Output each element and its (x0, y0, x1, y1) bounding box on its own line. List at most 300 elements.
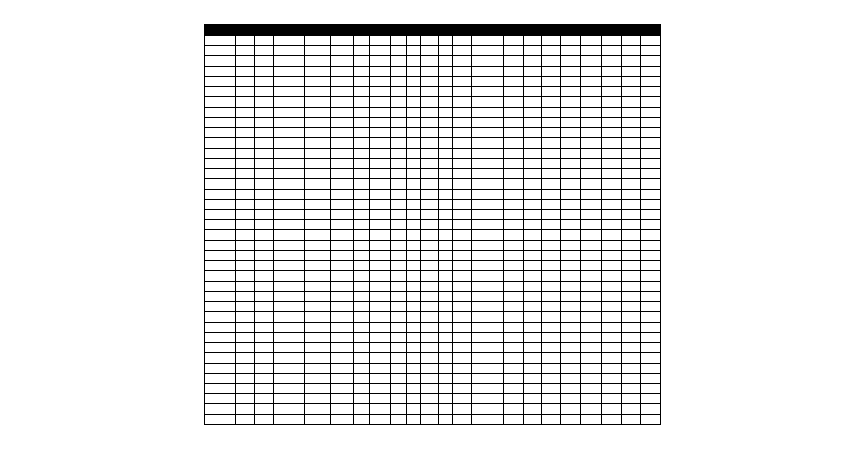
table-cell (390, 66, 406, 76)
table-cell (205, 117, 236, 127)
table-cell (331, 179, 353, 189)
table-cell (601, 46, 621, 56)
table-cell (254, 87, 273, 97)
table-cell (331, 169, 353, 179)
table-cell (452, 189, 471, 199)
table-cell (560, 158, 580, 168)
table-cell (541, 230, 560, 240)
table-cell (353, 189, 369, 199)
table-cell (601, 271, 621, 281)
table-cell (541, 97, 560, 107)
table-cell (541, 189, 560, 199)
table-cell (370, 383, 390, 393)
table-cell (331, 66, 353, 76)
table-cell (370, 343, 390, 353)
table-cell (353, 56, 369, 66)
table-cell (541, 240, 560, 250)
table-cell (421, 128, 438, 138)
table-row (205, 189, 661, 199)
table-cell (390, 261, 406, 271)
table-row (205, 353, 661, 363)
table-cell (622, 158, 641, 168)
table-cell (438, 179, 452, 189)
table-cell (331, 373, 353, 383)
table-cell (235, 230, 254, 240)
table-cell (581, 363, 601, 373)
table-cell (390, 87, 406, 97)
table-cell (406, 404, 420, 414)
table-cell (438, 414, 452, 424)
table-cell (438, 169, 452, 179)
table-row (205, 312, 661, 322)
table-cell (406, 291, 420, 301)
table-cell (641, 66, 661, 76)
table-cell (541, 302, 560, 312)
table-row (205, 179, 661, 189)
table-cell (641, 97, 661, 107)
table-cell (353, 414, 369, 424)
table-cell (438, 302, 452, 312)
table-cell (390, 230, 406, 240)
table-cell (622, 302, 641, 312)
table-cell (370, 148, 390, 158)
table-cell (581, 76, 601, 86)
table-cell (472, 209, 504, 219)
table-cell (406, 230, 420, 240)
table-cell (641, 117, 661, 127)
table-cell (304, 312, 331, 322)
table-cell (390, 271, 406, 281)
table-cell (235, 373, 254, 383)
table-cell (331, 343, 353, 353)
table-cell (406, 240, 420, 250)
table-cell (304, 56, 331, 66)
table-cell (304, 46, 331, 56)
table-cell (235, 128, 254, 138)
table-cell (254, 66, 273, 76)
table-cell (601, 322, 621, 332)
table-cell (503, 281, 523, 291)
table-cell (370, 46, 390, 56)
table-cell (304, 240, 331, 250)
table-cell (274, 373, 305, 383)
table-cell (205, 250, 236, 260)
table-cell (452, 312, 471, 322)
table-cell (641, 363, 661, 373)
table-cell (235, 322, 254, 332)
table-cell (254, 169, 273, 179)
table-cell (390, 128, 406, 138)
table-cell (472, 158, 504, 168)
table-cell (421, 138, 438, 148)
table-cell (581, 302, 601, 312)
table-cell (472, 261, 504, 271)
table-cell (541, 107, 560, 117)
table-cell (331, 76, 353, 86)
table-cell (254, 209, 273, 219)
column-header (205, 25, 236, 36)
table-cell (560, 343, 580, 353)
table-cell (601, 394, 621, 404)
table-cell (254, 404, 273, 414)
table-cell (370, 169, 390, 179)
table-cell (390, 394, 406, 404)
table-cell (438, 97, 452, 107)
table-cell (353, 332, 369, 342)
table-cell (390, 169, 406, 179)
table-cell (560, 169, 580, 179)
table-cell (541, 250, 560, 260)
table-cell (524, 97, 541, 107)
table-cell (274, 240, 305, 250)
table-cell (304, 230, 331, 240)
table-cell (541, 117, 560, 127)
table-cell (438, 138, 452, 148)
table-cell (438, 394, 452, 404)
table-cell (370, 414, 390, 424)
table-cell (406, 383, 420, 393)
table-cell (472, 66, 504, 76)
table-cell (274, 209, 305, 219)
table-cell (205, 404, 236, 414)
table-cell (524, 271, 541, 281)
table-cell (601, 220, 621, 230)
table-cell (601, 363, 621, 373)
table-cell (622, 56, 641, 66)
table-cell (421, 36, 438, 46)
table-cell (205, 199, 236, 209)
table-row (205, 97, 661, 107)
column-header (304, 25, 331, 36)
table-cell (304, 322, 331, 332)
table-cell (541, 291, 560, 301)
table-cell (601, 312, 621, 322)
table-cell (406, 56, 420, 66)
table-cell (390, 199, 406, 209)
table-cell (452, 240, 471, 250)
table-cell (503, 179, 523, 189)
table-header-row (205, 25, 661, 36)
table-cell (390, 189, 406, 199)
table-cell (601, 56, 621, 66)
table-cell (452, 220, 471, 230)
table-cell (390, 220, 406, 230)
table-cell (304, 332, 331, 342)
table-cell (331, 220, 353, 230)
table-cell (541, 363, 560, 373)
table-cell (622, 107, 641, 117)
table-cell (353, 404, 369, 414)
table-cell (353, 46, 369, 56)
table-cell (581, 353, 601, 363)
table-cell (205, 394, 236, 404)
table-cell (390, 332, 406, 342)
table-cell (438, 148, 452, 158)
table-cell (254, 76, 273, 86)
table-cell (472, 128, 504, 138)
table-cell (581, 169, 601, 179)
table-cell (503, 230, 523, 240)
table-cell (235, 46, 254, 56)
table-cell (438, 240, 452, 250)
table-cell (581, 97, 601, 107)
table-cell (452, 302, 471, 312)
table-cell (304, 36, 331, 46)
table-row (205, 148, 661, 158)
table-cell (622, 353, 641, 363)
table-cell (353, 394, 369, 404)
table-cell (406, 209, 420, 219)
table-row (205, 343, 661, 353)
table-cell (235, 117, 254, 127)
table-cell (622, 271, 641, 281)
table-cell (472, 117, 504, 127)
table-cell (472, 76, 504, 86)
table-cell (205, 261, 236, 271)
table-cell (274, 281, 305, 291)
table-cell (472, 107, 504, 117)
table-cell (622, 322, 641, 332)
table-cell (503, 220, 523, 230)
table-cell (524, 312, 541, 322)
table-cell (560, 138, 580, 148)
table-cell (641, 312, 661, 322)
table-cell (370, 363, 390, 373)
table-cell (452, 148, 471, 158)
table-cell (304, 87, 331, 97)
table-cell (304, 414, 331, 424)
table-cell (406, 117, 420, 127)
table-cell (641, 383, 661, 393)
table-cell (541, 261, 560, 271)
table-row (205, 199, 661, 209)
table-cell (254, 220, 273, 230)
table-cell (421, 56, 438, 66)
table-cell (370, 66, 390, 76)
table-cell (541, 158, 560, 168)
table-cell (406, 148, 420, 158)
table-cell (406, 189, 420, 199)
table-cell (560, 66, 580, 76)
table-cell (438, 373, 452, 383)
table-cell (331, 271, 353, 281)
table-cell (622, 128, 641, 138)
table-cell (452, 46, 471, 56)
table-cell (390, 250, 406, 260)
table-cell (503, 87, 523, 97)
table-cell (331, 312, 353, 322)
table-cell (353, 322, 369, 332)
table-row (205, 261, 661, 271)
table-cell (581, 66, 601, 76)
table-cell (254, 199, 273, 209)
table-cell (472, 291, 504, 301)
table-cell (503, 46, 523, 56)
table-cell (601, 383, 621, 393)
table-cell (622, 250, 641, 260)
table-cell (254, 322, 273, 332)
table-cell (641, 148, 661, 158)
column-header (524, 25, 541, 36)
table-cell (472, 302, 504, 312)
table-cell (438, 209, 452, 219)
table-cell (560, 56, 580, 66)
table-cell (421, 394, 438, 404)
table-cell (254, 261, 273, 271)
table-cell (524, 394, 541, 404)
table-cell (304, 179, 331, 189)
column-header (331, 25, 353, 36)
table-cell (438, 322, 452, 332)
table-cell (560, 353, 580, 363)
table-cell (235, 271, 254, 281)
table-cell (601, 353, 621, 363)
table-cell (274, 230, 305, 240)
table-cell (472, 46, 504, 56)
table-cell (641, 404, 661, 414)
table-cell (581, 220, 601, 230)
table-cell (421, 46, 438, 56)
table-cell (472, 353, 504, 363)
table-cell (503, 332, 523, 342)
table-cell (503, 291, 523, 301)
table-cell (641, 209, 661, 219)
table-cell (406, 332, 420, 342)
table-cell (421, 353, 438, 363)
table-cell (235, 404, 254, 414)
table-cell (503, 373, 523, 383)
table-cell (560, 271, 580, 281)
table-cell (560, 46, 580, 56)
table-row (205, 66, 661, 76)
table-cell (581, 414, 601, 424)
table-cell (331, 240, 353, 250)
table-cell (452, 230, 471, 240)
table-cell (452, 138, 471, 148)
table-cell (406, 158, 420, 168)
table-cell (331, 404, 353, 414)
table-cell (370, 373, 390, 383)
table-cell (581, 343, 601, 353)
table-cell (254, 414, 273, 424)
table-cell (421, 373, 438, 383)
table-cell (370, 179, 390, 189)
table-cell (524, 158, 541, 168)
table-cell (641, 250, 661, 260)
table-cell (274, 128, 305, 138)
table-cell (601, 169, 621, 179)
table-cell (524, 250, 541, 260)
table-cell (622, 169, 641, 179)
table-cell (406, 107, 420, 117)
table-cell (641, 128, 661, 138)
table-cell (541, 332, 560, 342)
table-cell (438, 76, 452, 86)
table-cell (560, 363, 580, 373)
table-row (205, 383, 661, 393)
table-cell (581, 230, 601, 240)
table-cell (641, 169, 661, 179)
table-row (205, 250, 661, 260)
table-cell (601, 291, 621, 301)
table-cell (601, 117, 621, 127)
table-cell (641, 87, 661, 97)
table-cell (541, 87, 560, 97)
table-cell (601, 138, 621, 148)
table-cell (370, 312, 390, 322)
table-cell (390, 56, 406, 66)
table-cell (601, 179, 621, 189)
table-cell (438, 261, 452, 271)
table-cell (581, 394, 601, 404)
table-cell (254, 138, 273, 148)
table-cell (205, 56, 236, 66)
table-row (205, 36, 661, 46)
table-cell (560, 281, 580, 291)
table-cell (205, 128, 236, 138)
table-cell (274, 138, 305, 148)
table-cell (601, 261, 621, 271)
table-cell (254, 343, 273, 353)
table-cell (390, 36, 406, 46)
table-cell (235, 66, 254, 76)
table-cell (205, 107, 236, 117)
table-cell (601, 332, 621, 342)
table-cell (503, 312, 523, 322)
table-cell (503, 353, 523, 363)
table-cell (524, 128, 541, 138)
table-cell (304, 261, 331, 271)
table-cell (601, 66, 621, 76)
table-cell (235, 138, 254, 148)
table-cell (370, 291, 390, 301)
table-cell (331, 261, 353, 271)
table-cell (560, 394, 580, 404)
table-cell (438, 271, 452, 281)
table-cell (254, 250, 273, 260)
table-cell (370, 128, 390, 138)
table-cell (304, 138, 331, 148)
table-cell (472, 394, 504, 404)
table-cell (452, 158, 471, 168)
table-cell (641, 199, 661, 209)
table-cell (370, 76, 390, 86)
table-cell (406, 46, 420, 56)
table-cell (235, 76, 254, 86)
table-cell (353, 169, 369, 179)
table-cell (205, 302, 236, 312)
table-cell (641, 56, 661, 66)
table-cell (274, 383, 305, 393)
table-cell (370, 158, 390, 168)
table-cell (641, 332, 661, 342)
table-cell (254, 189, 273, 199)
table-cell (304, 199, 331, 209)
table-cell (472, 240, 504, 250)
table-row (205, 76, 661, 86)
table-cell (331, 128, 353, 138)
table-cell (524, 138, 541, 148)
table-cell (274, 394, 305, 404)
table-cell (304, 220, 331, 230)
table-cell (254, 230, 273, 240)
table-cell (541, 46, 560, 56)
table-cell (524, 220, 541, 230)
table-cell (353, 281, 369, 291)
table-cell (524, 240, 541, 250)
table-cell (205, 189, 236, 199)
table-row (205, 394, 661, 404)
